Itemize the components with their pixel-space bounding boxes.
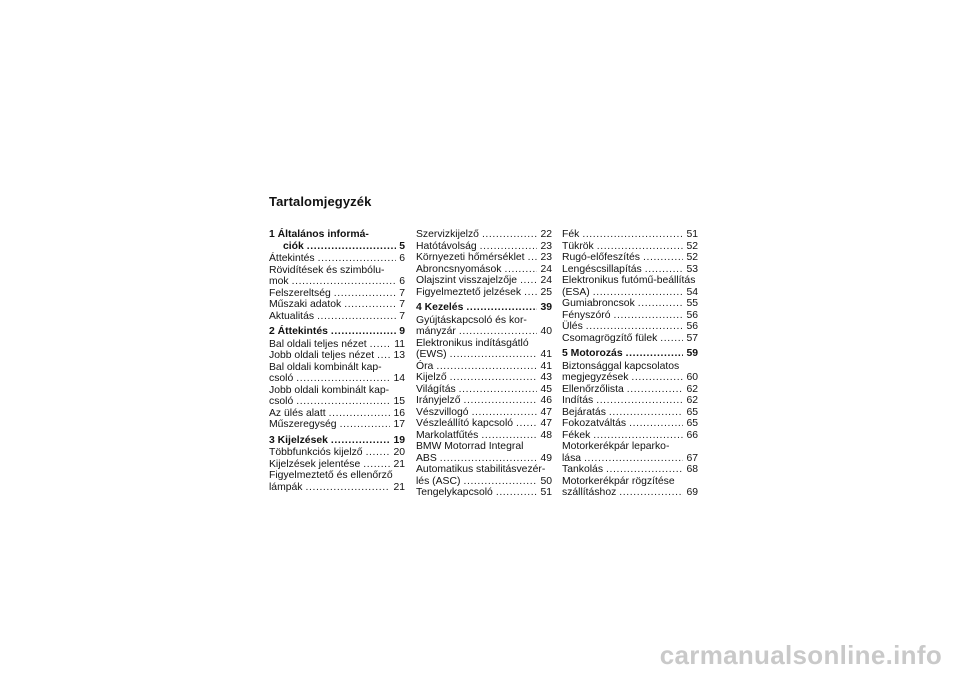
dot-leader (660, 333, 683, 345)
toc-item[interactable] (562, 264, 698, 276)
toc-item[interactable] (562, 229, 698, 241)
toc-item[interactable] (562, 241, 698, 253)
page-number: 11 (394, 338, 405, 350)
page-number: 65 (686, 418, 698, 429)
page-number: 46 (540, 395, 552, 406)
toc-entry-text: Ülés (562, 321, 583, 332)
dot-leader (366, 447, 391, 459)
toc-item[interactable] (562, 407, 698, 419)
page-number: 6 (399, 276, 405, 287)
page-number: 21 (393, 481, 405, 493)
page-number: 25 (540, 286, 552, 298)
dot-leader (504, 264, 537, 276)
toc-entry-text: ABS (416, 452, 437, 464)
dot-leader (520, 275, 537, 287)
toc-entry-text: Szervizkijelző (416, 229, 479, 240)
dot-leader (440, 453, 538, 465)
toc-entry-text: Elektronikus indításgátló (416, 337, 529, 349)
toc-entry-text: mok (269, 276, 289, 287)
toc-item[interactable] (416, 418, 552, 430)
page-number: 52 (686, 240, 698, 252)
toc-item[interactable] (416, 372, 552, 384)
toc-item[interactable] (416, 275, 552, 287)
toc-item[interactable] (269, 385, 405, 408)
dot-leader (450, 372, 538, 384)
dot-leader (629, 418, 683, 430)
page-number: 59 (686, 348, 698, 359)
toc-entry-text: Áttekintés (269, 253, 315, 264)
toc-item[interactable] (562, 361, 698, 384)
page-number: 51 (686, 229, 698, 240)
dot-leader (638, 298, 684, 310)
dot-leader (307, 241, 396, 253)
dot-leader (645, 264, 684, 276)
page-number: 6 (399, 253, 405, 264)
toc-entry-text: mányzár (416, 326, 456, 337)
dot-leader (593, 430, 683, 442)
dot-leader (631, 372, 683, 384)
dot-leader (331, 326, 396, 338)
dot-leader (516, 418, 537, 430)
dot-leader (614, 310, 684, 322)
toc-entry-text: Fékek (562, 429, 591, 441)
toc-entry-text: Fokozatváltás (562, 418, 627, 429)
toc-entry-text: Figyelmeztető jelzések (416, 286, 522, 298)
toc-item[interactable] (269, 470, 405, 493)
page-number: 47 (540, 406, 552, 418)
toc-entry-text: Gumiabroncsok (562, 298, 635, 309)
toc-entry-text: Gyújtáskapcsoló és kor- (416, 314, 527, 326)
toc-item[interactable] (562, 430, 698, 442)
page-number: 56 (686, 321, 698, 332)
toc-entry-text: megjegyzések (562, 372, 629, 383)
page-number: 40 (540, 326, 552, 337)
dot-leader (363, 459, 390, 471)
toc-item[interactable] (416, 315, 552, 338)
dot-leader (459, 384, 538, 396)
toc-item[interactable] (416, 487, 552, 499)
page-number: 54 (686, 286, 698, 298)
toc-item[interactable] (416, 264, 552, 276)
toc-chapter[interactable] (562, 348, 698, 360)
dot-leader (472, 407, 538, 419)
watermark: carmanualsonline.info (659, 640, 942, 670)
toc-item[interactable] (416, 395, 552, 407)
dot-leader (482, 229, 538, 241)
toc-entry-text: Vészvillogó (416, 406, 469, 418)
toc-entry-text: Tengelykapcsoló (416, 487, 493, 498)
toc-entry-text: Aktualitás (269, 310, 315, 322)
toc-entry-text: csoló (269, 396, 294, 407)
toc-item[interactable] (269, 447, 405, 459)
toc-entry-text: Fényszóró (562, 309, 611, 321)
page-number: 50 (540, 475, 552, 487)
toc-entry-text: Műszaki adatok (269, 299, 342, 310)
toc-entry-text: Bejáratás (562, 406, 606, 418)
toc-item[interactable] (562, 418, 698, 430)
page-number: 13 (393, 350, 405, 361)
toc-item[interactable] (562, 310, 698, 322)
toc-item[interactable] (562, 476, 698, 499)
toc-entry-text: szállításhoz (562, 487, 617, 498)
dot-leader (331, 435, 391, 447)
dot-leader (597, 241, 684, 253)
toc-entry-text: Olajszint visszajelzője (416, 275, 518, 286)
dot-leader (318, 253, 397, 265)
toc-entry-text: Többfunkciós kijelző (269, 447, 363, 458)
toc-item[interactable] (269, 288, 405, 300)
toc-entry-text: (EWS) (416, 349, 447, 360)
dot-leader (593, 287, 684, 299)
page-number: 68 (686, 464, 698, 475)
dot-leader (463, 395, 537, 407)
page-number: 22 (540, 229, 552, 240)
toc-entry-text: Bal oldali kombinált kap- (269, 361, 382, 373)
page-number: 39 (540, 302, 552, 313)
toc-column-2 (416, 229, 552, 499)
toc-entry-text: Kijelzések jelentése (269, 458, 361, 470)
dot-leader (344, 299, 396, 311)
dot-leader (329, 408, 391, 420)
toc-item[interactable] (562, 321, 698, 333)
page-number: 7 (399, 310, 405, 322)
toc-entry-text: Vészleállító kapcsoló (416, 418, 514, 429)
toc-entry-text: Környezeti hőmérséklet (416, 252, 525, 263)
toc-item[interactable] (416, 430, 552, 442)
toc-item[interactable] (269, 408, 405, 420)
page-number: 62 (686, 383, 698, 395)
toc-item[interactable] (416, 241, 552, 253)
dot-leader (619, 487, 683, 499)
page-number: 67 (686, 452, 698, 464)
page-number: 24 (540, 263, 552, 275)
toc-entry-text: Biztonsággal kapcsolatos (562, 360, 680, 372)
page-title: Tartalomjegyzék (269, 194, 372, 209)
toc-entry-text: Az ülés alatt (269, 407, 326, 419)
toc-entry-text: lés (ASC) (416, 475, 461, 487)
toc-item[interactable] (269, 299, 405, 311)
page-number: 23 (540, 240, 552, 252)
toc-entry-text: Kijelző (416, 372, 447, 383)
toc-item[interactable] (416, 384, 552, 396)
page-number: 51 (540, 487, 552, 498)
page-number: 24 (540, 275, 552, 286)
toc-item[interactable] (562, 464, 698, 476)
toc-item[interactable] (416, 407, 552, 419)
page-number: 48 (540, 429, 552, 441)
toc-chapter[interactable] (269, 435, 405, 447)
toc-entry-text: Motorkerékpár rögzítése (562, 475, 675, 487)
toc-item[interactable] (416, 287, 552, 299)
dot-leader (463, 476, 537, 488)
toc-entry-text: Tükrök (562, 240, 594, 252)
toc-item[interactable] (269, 311, 405, 323)
page-number: 15 (393, 396, 405, 407)
page-number: 69 (686, 487, 698, 498)
dot-leader (436, 361, 537, 373)
toc-entry-text: Indítás (562, 395, 594, 406)
toc-entry-text: Jobb oldali kombinált kap- (269, 384, 390, 396)
toc-entry-text: Ellenőrzőlista (562, 383, 624, 395)
dot-leader (459, 326, 538, 338)
toc-item[interactable] (562, 395, 698, 407)
toc-item[interactable] (562, 275, 698, 298)
page-number: 45 (540, 383, 552, 395)
toc-item[interactable] (562, 333, 698, 345)
toc-entry-text: Óra (416, 360, 434, 372)
dot-leader (596, 395, 683, 407)
toc-entry-text: Jobb oldali teljes nézet (269, 350, 375, 361)
toc-item[interactable] (416, 361, 552, 373)
toc-item[interactable] (416, 338, 552, 361)
toc-entry-text: lámpák (269, 481, 303, 493)
toc-item[interactable] (269, 419, 405, 431)
dot-leader (296, 373, 390, 385)
toc-item[interactable] (269, 339, 405, 351)
toc-entry-text: ciók (283, 240, 304, 252)
page-number: 49 (540, 452, 552, 464)
dot-leader (296, 396, 390, 408)
page-number: 60 (686, 372, 698, 383)
page-number: 65 (686, 406, 698, 418)
toc-item[interactable] (269, 350, 405, 362)
toc-entry-text: Fék (562, 229, 580, 240)
page-number: 55 (686, 298, 698, 309)
page-number: 43 (540, 372, 552, 383)
dot-leader (584, 453, 683, 465)
page-number: 41 (540, 360, 552, 372)
dot-leader (370, 339, 392, 351)
toc-entry-text: 5 Motorozás (562, 348, 623, 359)
toc-entry-text: Rövidítések és szimbólu- (269, 264, 385, 276)
dot-leader (340, 419, 391, 431)
dot-leader (306, 482, 391, 494)
dot-leader (627, 384, 684, 396)
page-number: 62 (686, 395, 698, 406)
toc-entry-text: Automatikus stabilitásvezér- (416, 464, 546, 475)
toc-entry-text: Lengéscsillapítás (562, 263, 642, 275)
page-number: 53 (686, 263, 698, 275)
page-number: 7 (399, 299, 405, 310)
page-number: 57 (686, 332, 698, 344)
page-number: 9 (399, 326, 405, 337)
toc-item[interactable] (416, 441, 552, 464)
toc-item[interactable] (562, 384, 698, 396)
toc-item[interactable] (416, 229, 552, 241)
toc-entry-text: BMW Motorrad Integral (416, 441, 524, 452)
dot-leader (334, 288, 396, 300)
dot-leader (317, 311, 396, 323)
page-number: 20 (393, 447, 405, 458)
page-number: 52 (686, 252, 698, 263)
page-number: 56 (686, 309, 698, 321)
toc-entry-text: Bal oldali teljes nézet (269, 338, 367, 350)
toc-entry-text: Felszereltség (269, 287, 331, 299)
toc-entry-text: (ESA) (562, 286, 590, 298)
toc-entry-text: 4 Kezelés (416, 302, 464, 313)
toc-item[interactable] (416, 252, 552, 264)
dot-leader (626, 348, 684, 360)
dot-leader (528, 252, 538, 264)
dot-leader (292, 276, 397, 288)
page-number: 7 (399, 287, 405, 299)
dot-leader (466, 302, 537, 314)
page-number: 14 (393, 373, 405, 384)
toc-entry-text: Elektronikus futómű-beállítás (562, 275, 696, 286)
toc-entry-text: csoló (269, 373, 294, 384)
toc-entry-text: Hatótávolság (416, 240, 477, 252)
toc-entry-text: Műszeregység (269, 419, 337, 430)
dot-leader (496, 487, 538, 499)
dot-leader (643, 252, 683, 264)
dot-leader (481, 430, 537, 442)
page-number: 41 (540, 349, 552, 360)
toc-item[interactable] (562, 298, 698, 310)
toc-entry-text: Markolatfűtés (416, 429, 479, 441)
toc-entry-text: Abroncsnyomások (416, 263, 502, 275)
toc-entry-text: Csomagrögzítő fülek (562, 332, 658, 344)
page-number: 21 (393, 458, 405, 470)
toc-column-3 (562, 229, 698, 499)
toc-item[interactable] (562, 252, 698, 264)
dot-leader (480, 241, 538, 253)
toc-entry-text: Figyelmeztető és ellenőrző (269, 470, 393, 481)
toc-entry-text: 3 Kijelzések (269, 434, 328, 446)
toc-entry-text: 1 Általános informá- (269, 229, 369, 240)
dot-leader (450, 349, 538, 361)
toc-entry-text: 2 Áttekintés (269, 326, 328, 337)
dot-leader (609, 407, 684, 419)
page-number: 5 (399, 240, 405, 252)
dot-leader (377, 350, 390, 362)
page-number: 66 (686, 429, 698, 441)
toc-item[interactable] (269, 362, 405, 385)
page-number: 23 (540, 252, 552, 263)
toc-chapter[interactable] (269, 229, 405, 252)
page-number: 17 (393, 419, 405, 430)
toc-entry-text: Tankolás (562, 464, 604, 475)
dot-leader (524, 287, 537, 299)
dot-leader (586, 321, 684, 333)
toc-item[interactable] (269, 265, 405, 288)
toc-entry-text: Irányjelző (416, 395, 461, 406)
page-number: 47 (540, 418, 552, 429)
toc-item[interactable] (269, 459, 405, 471)
toc-entry-text: lása (562, 452, 582, 464)
page-number: 16 (393, 407, 405, 419)
toc-item[interactable] (416, 464, 552, 487)
toc-chapter[interactable] (269, 326, 405, 338)
dot-leader (582, 229, 683, 241)
toc-column-1 (269, 229, 405, 493)
page-number: 19 (393, 434, 405, 446)
toc-chapter[interactable] (416, 302, 552, 314)
dot-leader (606, 464, 683, 476)
toc-item[interactable] (562, 441, 698, 464)
toc-entry-text: Rugó-előfeszítés (562, 252, 640, 263)
toc-entry-text: Motorkerékpár leparko- (562, 441, 670, 452)
toc-item[interactable] (269, 253, 405, 265)
toc-entry-text: Világítás (416, 383, 456, 395)
